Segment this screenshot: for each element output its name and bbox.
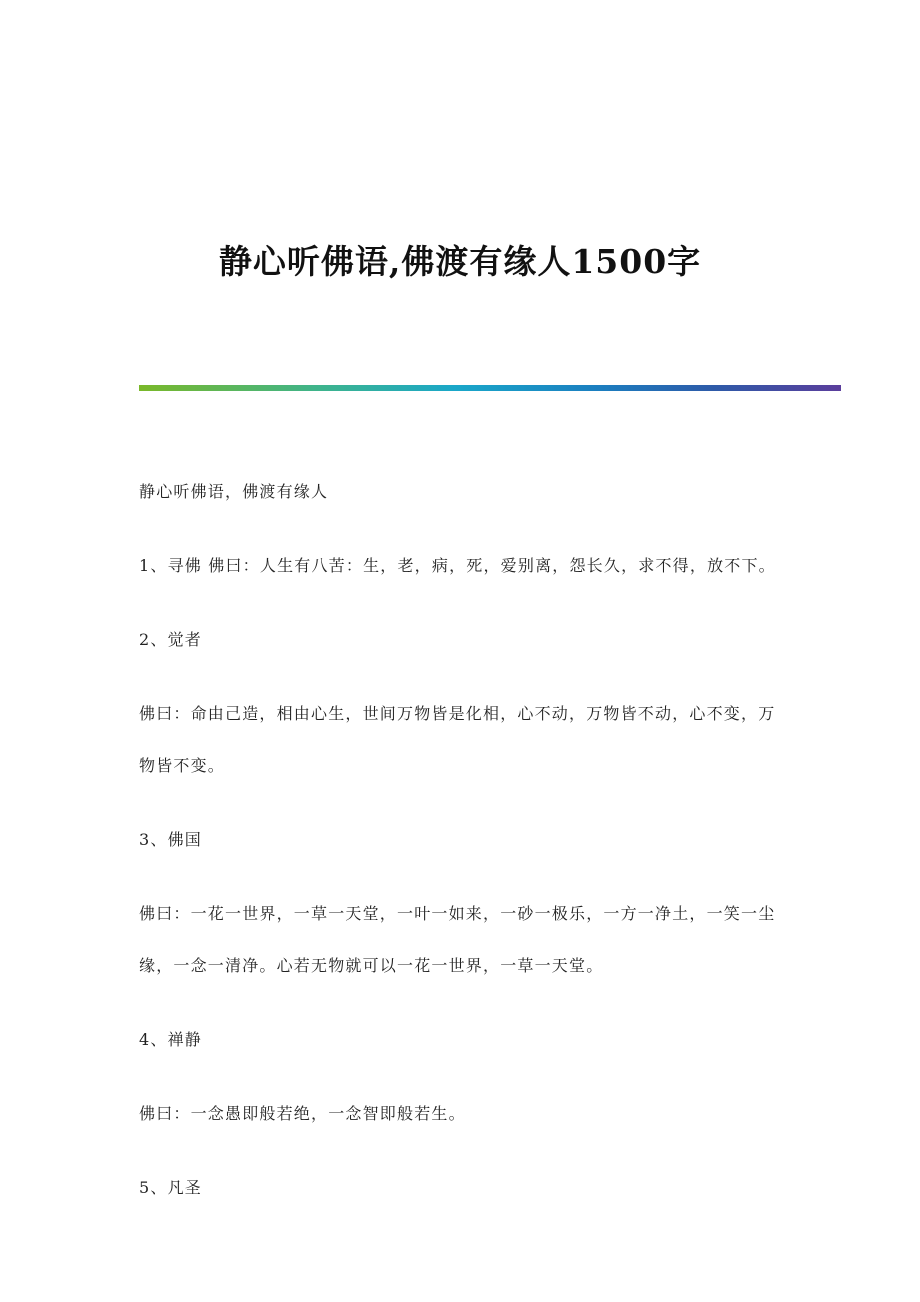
document-body [139,466,779,1236]
intro-paragraph: 静心听佛语，佛渡有缘人 [139,482,329,501]
page-title: 静心听佛语,佛渡有缘人1500字 [218,242,702,282]
section-5-heading: 5、凡圣 [139,1178,202,1197]
section-2-paragraph: 佛曰：命由己造，相由心生，世间万物皆是化相，心不动，万物皆不动，心不变，万物皆不变。 [139,704,776,775]
section-4-paragraph: 佛曰：一念愚即般若绝，一念智即般若生。 [139,1104,466,1123]
section-3-heading: 3、佛国 [139,830,202,849]
title-divider [139,385,841,391]
section-2-heading: 2、觉者 [139,630,202,649]
section-4-heading: 4、禅静 [139,1030,202,1049]
section-3-paragraph: 佛曰：一花一世界，一草一天堂，一叶一如来，一砂一极乐，一方一净土，一笑一尘缘，一念一清净。心若无物就可以一花一世界，一草一天堂。 [139,904,776,975]
section-1-paragraph: 1、寻佛 佛曰：人生有八苦：生，老，病，死，爱别离，怨长久，求不得，放不下。 [139,556,776,575]
